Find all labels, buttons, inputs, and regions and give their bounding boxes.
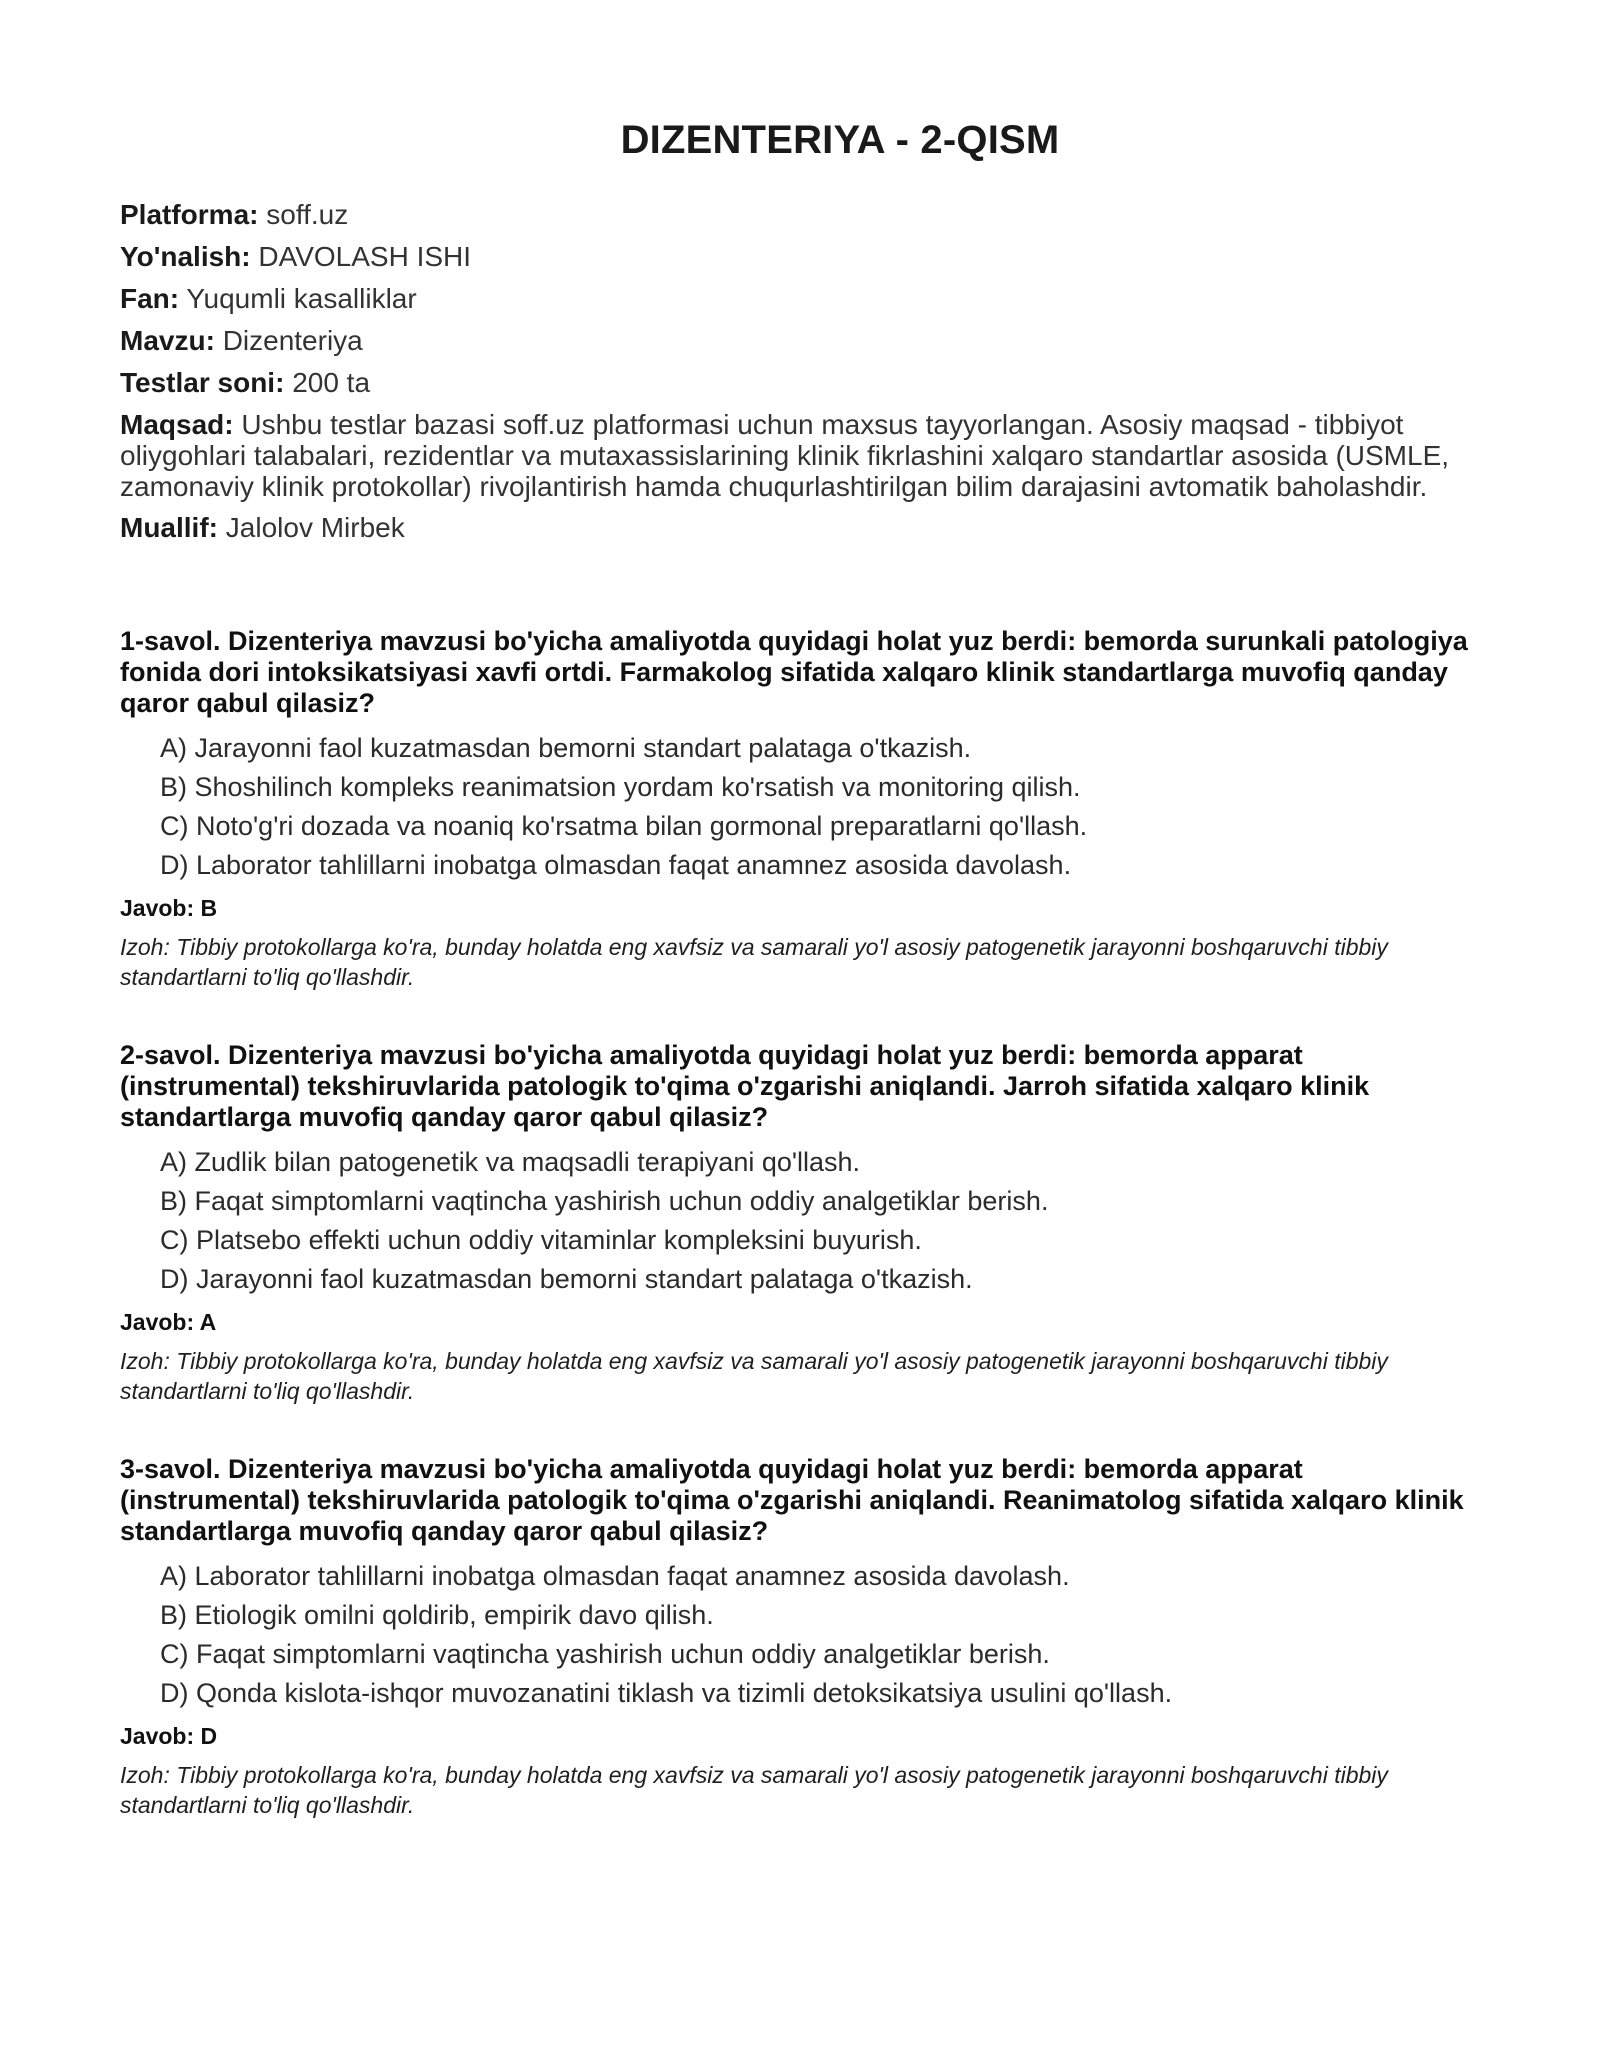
option-list xyxy=(120,733,1490,881)
meta-key: Yo'nalish: xyxy=(120,241,251,272)
document-meta xyxy=(120,199,1490,544)
document-page xyxy=(120,118,1490,1868)
meta-test-count xyxy=(120,367,1490,399)
option-a: A) Laborator tahlillarni inobatga olmasdan faqat anamnez asosida davolash. xyxy=(160,1561,1070,1591)
meta-value: Dizenteriya xyxy=(222,325,363,356)
meta-value: 200 ta xyxy=(292,367,371,398)
meta-topic xyxy=(120,325,1490,357)
answer-label: Javob: B xyxy=(120,895,218,921)
option-a: A) Jarayonni faol kuzatmasdan bemorni standart palataga o'tkazish. xyxy=(160,733,972,763)
question-2 xyxy=(120,1040,1490,1406)
option-c: C) Platsebo effekti uchun oddiy vitaminlar kompleksini buyurish. xyxy=(160,1225,922,1255)
meta-value: Yuqumli kasalliklar xyxy=(186,283,417,314)
meta-value: Jalolov Mirbek xyxy=(225,512,405,543)
question-text: 3-savol. Dizenteriya mavzusi bo'yicha amaliyotda quyidagi holat yuz berdi: bemorda apparat (instrumental) tekshiruvlarida patologik to'qima o'zgarishi aniqlandi. Reanimatolog sifatida xalqaro klinik standartlarga muvofiq qanday qaror qabul qilasiz? xyxy=(120,1454,1464,1546)
option-a: A) Zudlik bilan patogenetik va maqsadli terapiyani qo'llash. xyxy=(160,1147,861,1177)
meta-key: Maqsad: xyxy=(120,409,234,440)
question-text: 1-savol. Dizenteriya mavzusi bo'yicha amaliyotda quyidagi holat yuz berdi: bemorda surunkali patologiya fonida dori intoksikatsiyasi xavfi ortdi. Farmakolog sifatida xalqaro klinik standartlarga muvofiq qanday qaror qabul qilasiz? xyxy=(120,626,1468,718)
option-c: C) Faqat simptomlarni vaqtincha yashirish uchun oddiy analgetiklar berish. xyxy=(160,1639,1050,1669)
explanation-note: Izoh: Tibbiy protokollarga ko'ra, bunday holatda eng xavfsiz va samarali yo'l asosiy patogenetik jarayonni boshqaruvchi tibbiy standartlarni to'liq qo'llashdir. xyxy=(120,1762,1388,1818)
option-list xyxy=(120,1147,1490,1295)
meta-value: DAVOLASH ISHI xyxy=(258,241,472,272)
answer-label: Javob: A xyxy=(120,1309,217,1335)
meta-author xyxy=(120,512,1490,544)
option-b: B) Faqat simptomlarni vaqtincha yashirish uchun oddiy analgetiklar berish. xyxy=(160,1186,1049,1216)
option-d: D) Laborator tahlillarni inobatga olmasdan faqat anamnez asosida davolash. xyxy=(160,850,1072,880)
meta-key: Platforma: xyxy=(120,199,259,230)
meta-value: Ushbu testlar bazasi soff.uz platformasi uchun maxsus tayyorlangan. Asosiy maqsad - tibbiyot oliygohlari talabalari, rezidentlar va mutaxassislarining klinik fikrlashini xalqaro standartlar asosida (USMLE, zamonaviy klinik protokollar) rivojlantirish hamda chuqurlashtirilgan bilim darajasini avtomatik baholashdir. xyxy=(120,409,1450,502)
meta-key: Muallif: xyxy=(120,512,218,543)
option-d: D) Qonda kislota-ishqor muvozanatini tiklash va tizimli detoksikatsiya usulini qo'llash. xyxy=(160,1678,1173,1708)
question-list xyxy=(120,626,1490,1820)
meta-key: Fan: xyxy=(120,283,180,314)
meta-subject xyxy=(120,283,1490,315)
explanation-note: Izoh: Tibbiy protokollarga ko'ra, bunday holatda eng xavfsiz va samarali yo'l asosiy patogenetik jarayonni boshqaruvchi tibbiy standartlarni to'liq qo'llashdir. xyxy=(120,1348,1388,1404)
meta-platform xyxy=(120,199,1490,231)
meta-purpose xyxy=(120,409,1490,502)
option-b: B) Shoshilinch kompleks reanimatsion yordam ko'rsatish va monitoring qilish. xyxy=(160,772,1081,802)
question-text: 2-savol. Dizenteriya mavzusi bo'yicha amaliyotda quyidagi holat yuz berdi: bemorda apparat (instrumental) tekshiruvlarida patologik to'qima o'zgarishi aniqlandi. Jarroh sifatida xalqaro klinik standartlarga muvofiq qanday qaror qabul qilasiz? xyxy=(120,1040,1370,1132)
option-c: C) Noto'g'ri dozada va noaniq ko'rsatma bilan gormonal preparatlarni qo'llash. xyxy=(160,811,1088,841)
explanation-note: Izoh: Tibbiy protokollarga ko'ra, bunday holatda eng xavfsiz va samarali yo'l asosiy patogenetik jarayonni boshqaruvchi tibbiy standartlarni to'liq qo'llashdir. xyxy=(120,934,1388,990)
answer-label: Javob: D xyxy=(120,1723,218,1749)
question-3 xyxy=(120,1454,1490,1820)
page-title: DIZENTERIYA - 2-QISM xyxy=(620,118,1060,162)
question-1 xyxy=(120,626,1490,992)
meta-value: soff.uz xyxy=(266,199,349,230)
meta-key: Testlar soni: xyxy=(120,367,285,398)
option-d: D) Jarayonni faol kuzatmasdan bemorni standart palataga o'tkazish. xyxy=(160,1264,973,1294)
meta-key: Mavzu: xyxy=(120,325,215,356)
meta-direction xyxy=(120,241,1490,273)
option-list xyxy=(120,1561,1490,1709)
option-b: B) Etiologik omilni qoldirib, empirik davo qilish. xyxy=(160,1600,714,1630)
